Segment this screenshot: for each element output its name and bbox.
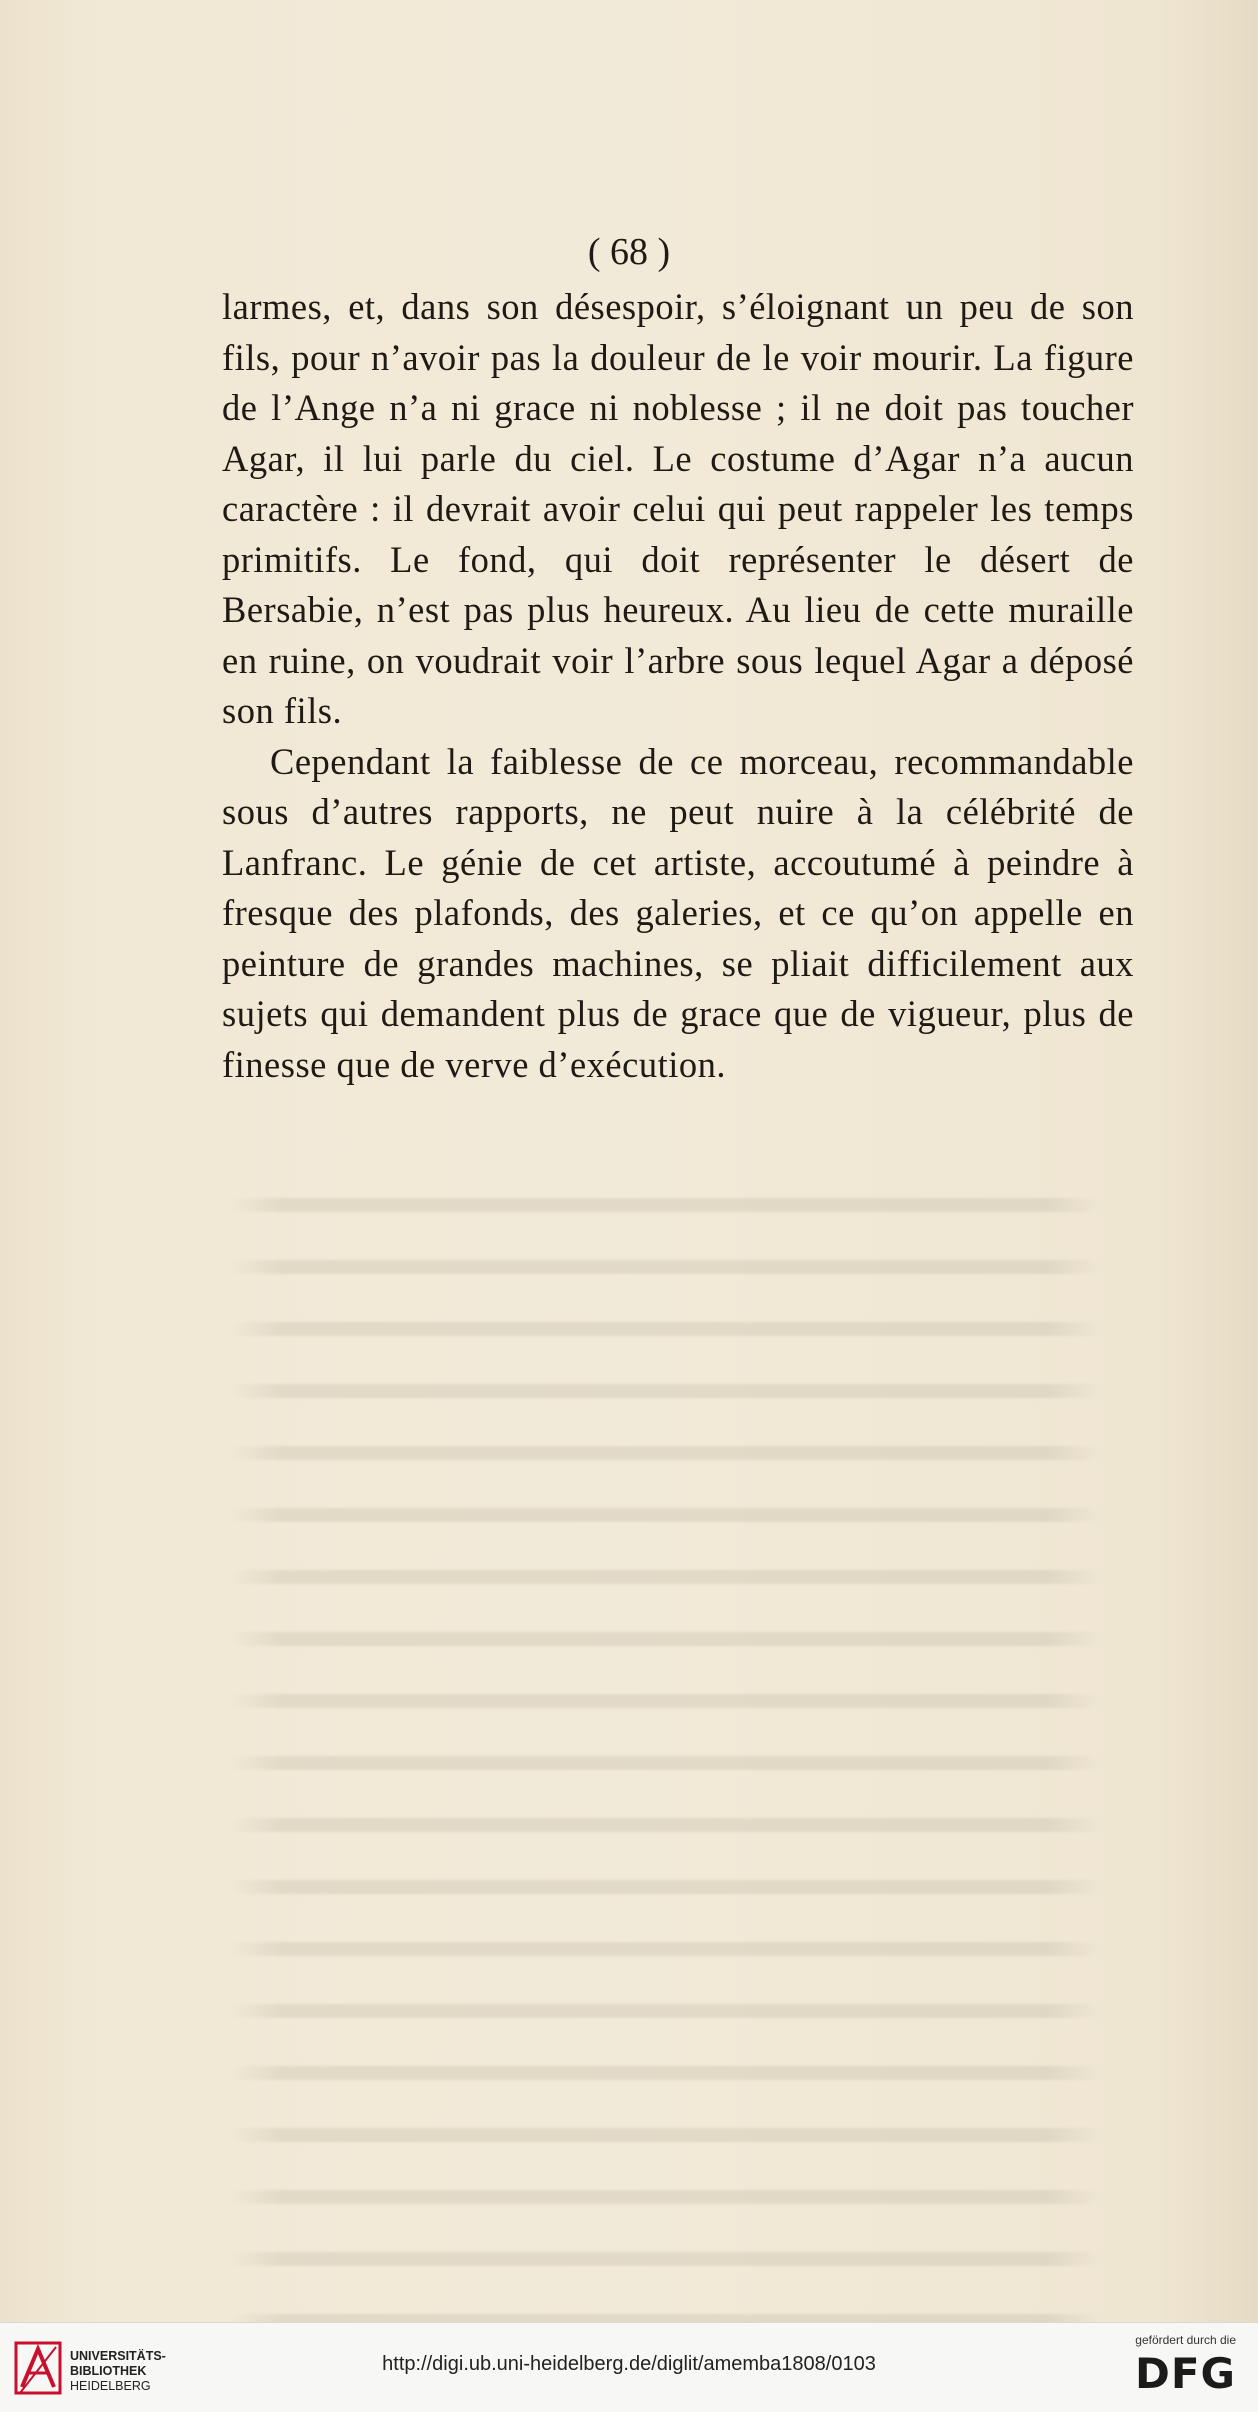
document-url[interactable]: http://digi.ub.uni-heidelberg.de/diglit/amemba1808/0103 <box>382 2353 876 2375</box>
body-text <box>222 282 1134 1090</box>
viewer-footer <box>0 2322 1258 2412</box>
funder-caption: gefördert durch die <box>1135 2333 1236 2347</box>
paragraph-2: Cependant la faiblesse de ce morceau, recommandable sous d’autres rapports, ne peut nuire à la célébrité de Lanfranc. Le génie de cet artiste, accoutumé à peindre à fresque des plafonds, des galeries, et ce qu’on appelle en peinture de grandes machines, se pliait difficilement aux sujets qui demandent plus de grace que de vigueur, plus de finesse que de verve d’exécution. <box>222 740 1134 1085</box>
library-name: UNIVERSITÄTS- BIBLIOTHEK HEIDELBERG <box>70 2349 166 2393</box>
dfg-logo-text: DFG <box>1134 2349 1236 2398</box>
page-number: ( 68 ) <box>587 231 671 273</box>
funder-logo[interactable] <box>1096 2333 1236 2397</box>
paragraph-1: larmes, et, dans son désespoir, s’éloignant un peu de son fils, pour n’avoir pas la douleur de le voir mourir. La figure de l’Ange n’a ni grace ni noblesse ; il ne doit pas toucher Agar, il lui parle du ciel. Le costume d’Agar n’a aucun caractère : il devrait avoir celui qui peut rappeler les temps primitifs. Le fond, qui doit représenter le désert de Bersabie, n’est pas plus heureux. Au lieu de cette muraille en ruine, on voudrait voir l’arbre sous lequel Agar a déposé son fils. <box>222 286 1134 731</box>
show-through-bleed <box>230 1180 1100 2322</box>
